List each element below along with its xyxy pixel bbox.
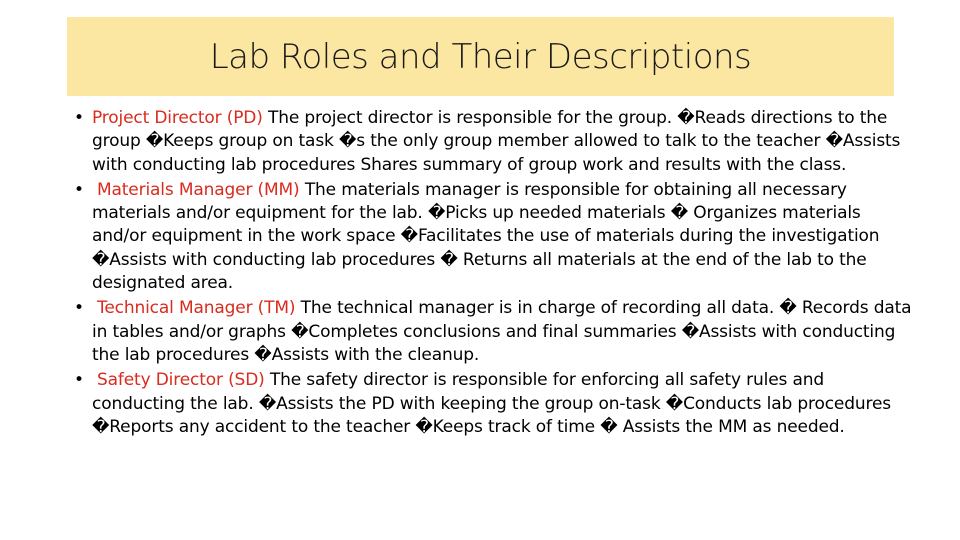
role-description: The safety director is responsible for enforcing all safety rules and conducting the lab. �Assists the PD with keeping the group on-task �Conducts lab procedures �Reports any accident to the teacher �Keeps track of time � Assists the MM as needed. [92,370,891,437]
role-description: The technical manager is in charge of recording all data. � Records data in tables and/or graphs �Completes conclusions and final summaries �Assists with conducting the lab procedures �Assists with the cleanup. [92,298,912,365]
role-name: Technical Manager (TM) [97,298,296,319]
bullet-icon: • [74,179,84,200]
role-list [74,107,914,441]
role-name: Project Director (PD) [92,108,263,128]
role-item-materials-manager [74,179,914,295]
role-item-project-director [74,107,914,177]
slide-title: Lab Roles and Their Descriptions [209,36,752,77]
role-item-safety-director [74,369,914,439]
bullet-icon: • [74,298,84,319]
role-name: Materials Manager (MM) [97,179,300,200]
role-item-technical-manager [74,297,914,367]
title-banner [67,17,894,96]
role-name: Safety Director (SD) [97,370,265,391]
bullet-icon: • [74,370,84,391]
role-description: The project director is responsible for the group. �Reads directions to the group �Keeps group on task �s the only group member allowed to talk to the teacher �Assists with conducting lab procedures Shares summary of group work and results with the class. [92,108,901,175]
bullet-icon: • [74,108,84,128]
role-description: The materials manager is responsible for obtaining all necessary materials and/or equipment for the lab. �Picks up needed materials � Organizes materials and/or equipment in the work space �Facilitates the use of materials during the investigation �Assists with conducting lab procedures � Returns all materials at the end of the lab to the designated area. [92,179,880,294]
